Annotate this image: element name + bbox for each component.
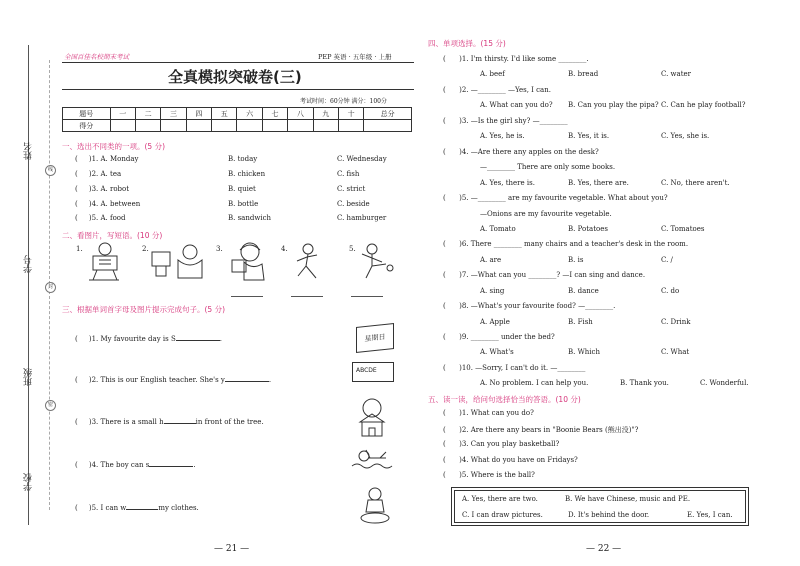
answer-line[interactable] <box>291 296 323 297</box>
option-a: A. sing <box>480 287 505 295</box>
score-input-cell[interactable] <box>161 120 186 132</box>
option-c: C. Yes, she is. <box>661 132 710 140</box>
option-c: C. Wonderful. <box>700 379 749 387</box>
answer-blank[interactable] <box>164 416 196 424</box>
option-b: B. quiet <box>228 185 256 193</box>
question: ( )7. —What can you ________? —I can sing and dance. <box>443 271 646 279</box>
option-b: B. dance <box>568 287 599 295</box>
option-a: A. Tomato <box>480 225 516 233</box>
option-c: C. No, there aren't. <box>661 179 730 187</box>
score-cell: 八 <box>288 108 313 120</box>
exam-info: 考试时间：60分钟 满分：100分 <box>300 98 387 105</box>
page-title: 全真模拟突破卷(三) <box>168 68 302 86</box>
score-table-score-row <box>63 120 412 132</box>
score-input-cell[interactable] <box>110 120 135 132</box>
answer-line[interactable] <box>351 296 383 297</box>
score-cell: 九 <box>313 108 338 120</box>
option-a: A. What can you do? <box>480 101 553 109</box>
option-a: A. Yes, he is. <box>480 132 525 140</box>
list-item: ( )5. A. food <box>75 214 126 222</box>
answer-blank[interactable] <box>176 333 220 341</box>
seal-circle-feng: 封 <box>45 282 56 293</box>
picture-number: 2. <box>142 245 149 253</box>
score-cell: 一 <box>110 108 135 120</box>
answer-option: B. We have Chinese, music and PE. <box>565 495 691 503</box>
sentence-item: ( )2. This is our English teacher. She's y . <box>75 376 272 384</box>
score-cell: 二 <box>135 108 160 120</box>
picture-boy-cooking <box>150 242 212 282</box>
option-c: C. Drink <box>661 318 691 326</box>
subject-label: PEP 英语 · 五年级 · 上册 <box>318 53 392 61</box>
score-cell: 六 <box>237 108 262 120</box>
answer-blank[interactable] <box>126 502 158 510</box>
list-item: ( )2. A. tea <box>75 170 122 178</box>
picture-washing-clothes <box>358 486 392 526</box>
question: ( )9. ________ under the bed? <box>443 333 555 341</box>
header-rule <box>62 62 414 63</box>
section3-title: 三、根据单词首字母及图片提示完成句子。(5 分) <box>62 305 226 314</box>
score-input-cell[interactable] <box>262 120 287 132</box>
question-line2: —Onions are my favourite vegetable. <box>480 210 612 218</box>
match-item: ( )2. Are there any bears in "Boonie Bears (熊出没)"? <box>443 426 639 434</box>
option-b: B. Yes, there are. <box>568 179 629 187</box>
question: ( )5. —________ are my favourite vegetable. What about you? <box>443 194 668 202</box>
title-rule <box>62 89 414 90</box>
score-table-header-row <box>63 108 412 120</box>
option-c: C. Can he play football? <box>661 101 746 109</box>
list-item: ( )1. A. Monday <box>75 155 139 163</box>
picture-number: 4. <box>281 245 288 253</box>
picture-boy-kicking <box>356 242 396 282</box>
score-cell: 得分 <box>63 120 111 132</box>
option-a: A. beef <box>480 70 505 78</box>
option-a: A. Yes, there is. <box>480 179 535 187</box>
picture-number: 1. <box>76 245 83 253</box>
option-b: B. chicken <box>228 170 266 178</box>
answer-option: D. It's behind the door. <box>568 511 650 519</box>
section2-title: 二、看图片，写短语。(10 分) <box>62 231 163 240</box>
score-input-cell[interactable] <box>135 120 160 132</box>
section1-title: 一、选出不同类的一项。(5 分) <box>62 142 166 151</box>
question-line2: —________ There are only some books. <box>480 163 616 171</box>
answer-option: A. Yes, there are two. <box>462 495 538 503</box>
binding-line <box>28 45 29 525</box>
sentence-item: ( )5. I can w my clothes. <box>75 504 199 512</box>
score-input-cell[interactable] <box>338 120 363 132</box>
question: ( )3. —Is the girl shy? —________ <box>443 117 568 125</box>
score-cell: 十 <box>338 108 363 120</box>
option-b: B. Fish <box>568 318 593 326</box>
right-page-number: — 22 — <box>586 544 622 554</box>
answer-blank[interactable] <box>225 374 269 382</box>
calendar-text: 星期日 <box>364 332 386 344</box>
option-b: B. Thank you. <box>620 379 669 387</box>
option-a: A. are <box>480 256 502 264</box>
question: ( )10. —Sorry, I can't do it. —________ <box>443 364 586 372</box>
class-label: 班级 <box>24 368 34 386</box>
answer-option: E. Yes, I can. <box>687 511 733 519</box>
option-c: C. do <box>661 287 680 295</box>
match-item: ( )5. Where is the ball? <box>443 471 535 479</box>
picture-number: 5. <box>349 245 356 253</box>
score-input-cell[interactable] <box>237 120 262 132</box>
score-cell: 七 <box>262 108 287 120</box>
score-cell: 五 <box>212 108 237 120</box>
match-item: ( )4. What do you have on Fridays? <box>443 456 578 464</box>
option-c: C. Wednesday <box>337 155 387 163</box>
answer-blank[interactable] <box>149 459 193 467</box>
sentence-item: ( )4. The boy can s . <box>75 461 196 469</box>
option-a: A. Apple <box>480 318 510 326</box>
answer-line[interactable] <box>231 296 263 297</box>
sentence-item: ( )1. My favourite day is S . <box>75 335 222 343</box>
option-b: B. Yes, it is. <box>568 132 610 140</box>
score-input-cell[interactable] <box>212 120 237 132</box>
score-cell: 题号 <box>63 108 111 120</box>
score-table <box>62 107 412 132</box>
student-id-label: 学号 <box>24 255 34 273</box>
option-c: C. strict <box>337 185 366 193</box>
score-cell: 四 <box>186 108 211 120</box>
question: ( )8. —What's your favourite food? —________. <box>443 302 616 310</box>
match-item: ( )1. What can you do? <box>443 409 534 417</box>
score-cell: 三 <box>161 108 186 120</box>
match-item: ( )3. Can you play basketball? <box>443 440 560 448</box>
option-c: C. Tomatoes <box>661 225 705 233</box>
picture-boy-at-computer <box>85 240 123 284</box>
picture-calendar-sunday <box>356 323 394 353</box>
school-label: 学校 <box>24 473 34 491</box>
section4-title: 四、单项选择。(15 分) <box>428 39 506 48</box>
question: ( )1. I'm thirsty. I'd like some ________. <box>443 55 589 63</box>
question: ( )4. —Are there any apples on the desk? <box>443 148 599 156</box>
option-a: A. What's <box>480 348 514 356</box>
option-b: B. Can you play the pipa? <box>568 101 659 109</box>
list-item: ( )3. A. robot <box>75 185 130 193</box>
blackboard-text: ABCDE <box>356 367 377 374</box>
option-c: C. beside <box>337 200 370 208</box>
section5-title: 五、读一读，给问句选择恰当的答语。(10 分) <box>428 395 581 404</box>
option-b: B. bottle <box>228 200 259 208</box>
option-c: C. fish <box>337 170 360 178</box>
option-b: B. Which <box>568 348 600 356</box>
name-label: 姓名 <box>24 142 34 160</box>
picture-number: 3. <box>216 245 223 253</box>
left-page-number: — 21 — <box>214 544 250 554</box>
list-item: ( )4. A. between <box>75 200 141 208</box>
question: ( )2. —________ —Yes, I can. <box>443 86 551 94</box>
picture-blackboard <box>352 362 394 382</box>
score-input-cell[interactable] <box>288 120 313 132</box>
option-b: B. today <box>228 155 258 163</box>
score-input-cell[interactable] <box>186 120 211 132</box>
seal-circle-xian: 线 <box>45 165 56 176</box>
option-c: C. water <box>661 70 692 78</box>
option-c: C. What <box>661 348 690 356</box>
option-b: B. sandwich <box>228 214 272 222</box>
option-c: C. / <box>661 256 673 264</box>
picture-boy-running <box>290 242 328 282</box>
sentence-item: ( )3. There is a small h in front of the tree. <box>75 418 264 426</box>
picture-house-tree <box>350 398 394 438</box>
option-c: C. hamburger <box>337 214 387 222</box>
option-a: A. No problem. I can help you. <box>480 379 589 387</box>
score-cell: 总分 <box>364 108 412 120</box>
option-b: B. bread <box>568 70 599 78</box>
picture-girl-reading <box>226 240 270 284</box>
header-note: 全国百佳名校期末考试 <box>64 53 129 61</box>
question: ( )6. There ________ many chairs and a teacher's desk in the room. <box>443 240 689 248</box>
picture-boy-swimming <box>350 446 394 476</box>
answer-option: C. I can draw pictures. <box>462 511 543 519</box>
score-input-cell[interactable] <box>364 120 412 132</box>
option-b: B. Potatoes <box>568 225 608 233</box>
score-input-cell[interactable] <box>313 120 338 132</box>
option-b: B. is <box>568 256 584 264</box>
seal-circle-mi: 密 <box>45 400 56 411</box>
